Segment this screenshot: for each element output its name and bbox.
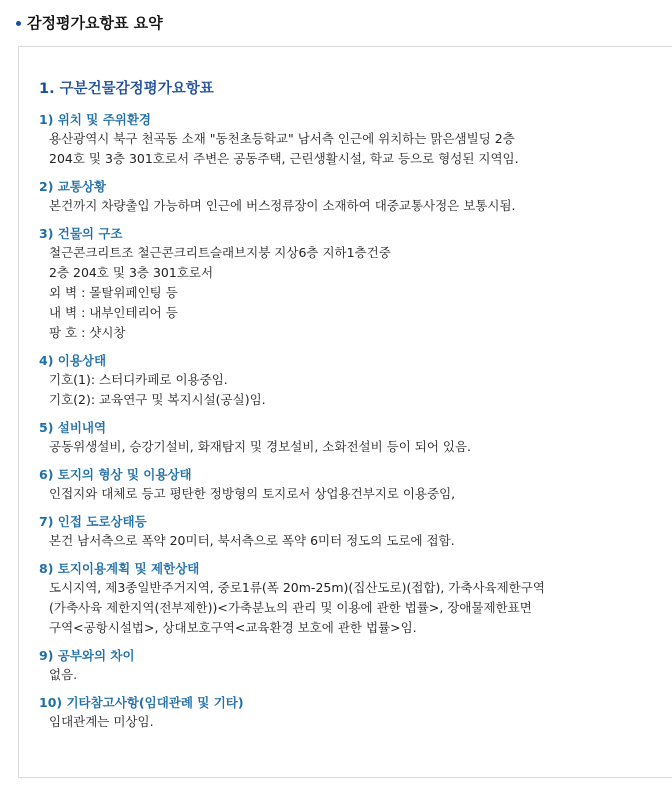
section-text-line: 용산광역시 북구 천곡동 소재 "동천초등학교" 남서측 인근에 위치하는 맑은샘빌딩 2층	[49, 131, 515, 146]
section-title: 4) 이용상태	[39, 353, 107, 368]
page-header	[16, 12, 163, 33]
section-title: 9) 공부와의 차이	[39, 648, 135, 663]
section-text-line: 도시지역, 제3종일반주거지역, 중로1류(폭 20m-25m)(집산도로)(접합), 가축사육제한구역	[49, 580, 545, 595]
section-title: 1) 위치 및 주위환경	[39, 112, 151, 127]
panel-title: 1. 구분건물감정평가요항표	[39, 81, 214, 97]
section-text-line: 없음.	[49, 667, 78, 682]
section-item	[39, 694, 672, 732]
bullet-icon	[16, 21, 21, 26]
section-title: 7) 인접 도로상태등	[39, 514, 147, 529]
section-item	[39, 352, 672, 410]
section-title: 6) 토지의 형상 및 이용상태	[39, 467, 192, 482]
section-text-line: 기호(2): 교육연구 및 복지시설(공실)임.	[49, 392, 266, 407]
section-item	[39, 419, 672, 457]
section-item	[39, 560, 672, 638]
section-title: 3) 건물의 구조	[39, 226, 123, 241]
section-text-line: 본건 남서측으로 폭약 20미터, 북서측으로 폭약 6미터 정도의 도로에 접함.	[49, 533, 455, 548]
section-text-line: 외 벽 : 몰탈위페인팅 등	[49, 285, 178, 300]
section-item	[39, 225, 672, 343]
page-title: 감정평가요항표 요약	[27, 14, 163, 32]
section-item	[39, 466, 672, 504]
summary-panel	[18, 46, 672, 778]
section-text-line: 임대관계는 미상임.	[49, 714, 154, 729]
section-text-line: 2층 204호 및 3층 301호로서	[49, 265, 214, 280]
section-text-line: 공동위생설비, 승강기설비, 화재탐지 및 경보설비, 소화전설비 등이 되어 있음.	[49, 439, 472, 454]
section-text-line: 철근콘크리트조 철근콘크리트슬래브지붕 지상6층 지하1층건중	[49, 245, 391, 260]
section-text-line: 구역<공항시설법>, 상대보호구역<교육환경 보호에 관한 법률>임.	[49, 620, 417, 635]
section-text-line: 인접지와 대체로 등고 평탄한 정방형의 토지로서 상업용건부지로 이용중임,	[49, 486, 456, 501]
section-text-line: 204호 및 3층 301호로서 주변은 공동주택, 근린생활시설, 학교 등으로 형성된 지역임.	[49, 151, 519, 166]
section-title: 10) 기타참고사항(임대관례 및 기타)	[39, 695, 244, 710]
section-text-line: 내 벽 : 내부인테리어 등	[49, 305, 178, 320]
section-title: 5) 설비내역	[39, 420, 107, 435]
section-item	[39, 647, 672, 685]
section-title: 8) 토지이용계획 및 제한상태	[39, 561, 200, 576]
section-item	[39, 111, 672, 169]
section-text-line: 팡 호 : 샷시창	[49, 325, 126, 340]
section-text-line: 본건까지 차량출입 가능하며 인근에 버스정류장이 소재하여 대중교통사정은 보통시됨.	[49, 198, 516, 213]
section-item	[39, 178, 672, 216]
section-text-line: 기호(1): 스터디카페로 이용중임.	[49, 372, 228, 387]
section-title: 2) 교통상황	[39, 179, 107, 194]
section-text-line: (가축사육 제한지역(전부제한))<가축분뇨의 관리 및 이용에 관한 법률>, 장애물제한표면	[49, 600, 532, 615]
section-item	[39, 513, 672, 551]
section-list	[39, 111, 672, 741]
